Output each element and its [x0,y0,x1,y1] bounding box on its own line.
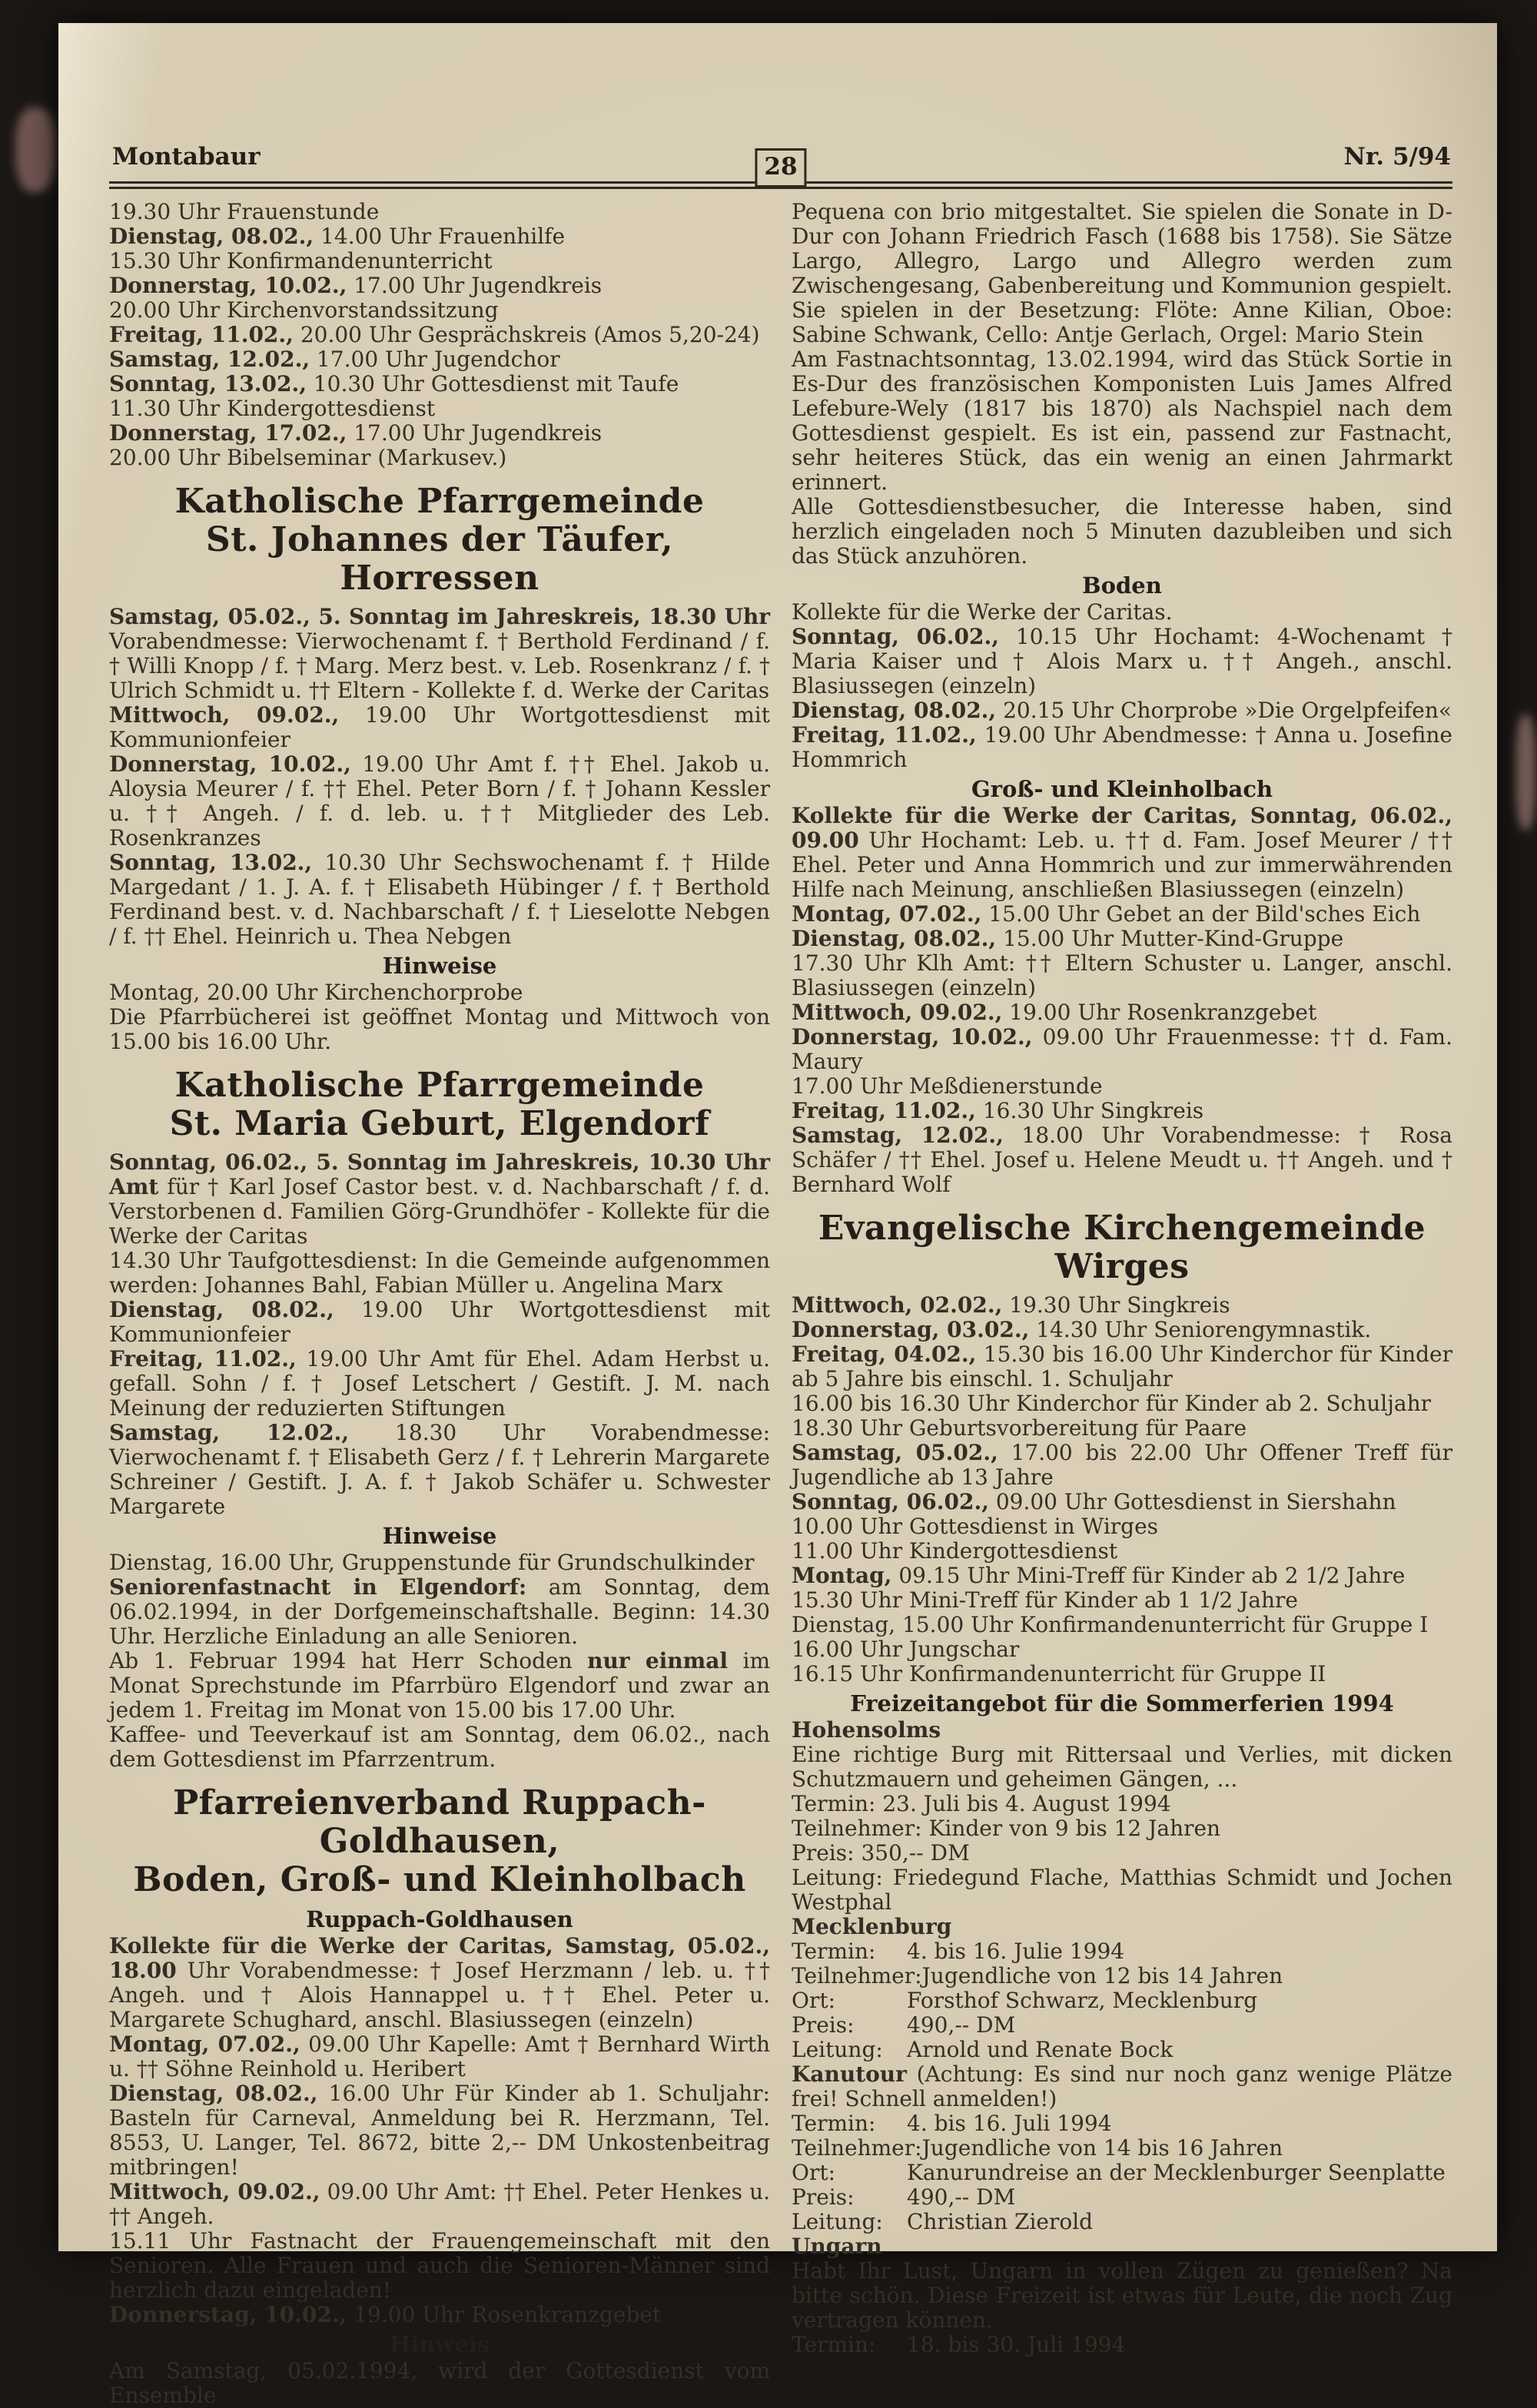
entry-lead: Dienstag, 08.02., [109,2081,318,2106]
entry-text: Dienstag, 16.00 Uhr, Gruppenstunde für Grundschulkinder [109,1550,755,1575]
info-label: Termin: [792,1939,876,1964]
schedule-entry [792,804,1452,902]
schedule-entry [792,1416,1452,1441]
entry-lead: Freitag, 11.02., [792,722,977,748]
entry-lead: Freitag, 11.02., [109,322,294,347]
entry-text: Ab 1. Februar 1994 hat Herr Schoden [109,1648,588,1673]
schedule-entry [109,1934,770,2032]
entry-text: 10.30 Uhr Sechswochenamt f. † Hilde Margedant / 1. J. A. f. † Elisabeth Hübinger / f. † Berthold Ferdinand best. v. d. Nachbarschaft / f. † Lieselotte Nebgen / f. †† Ehel. Heinrich u. Thea Nebgen [109,850,771,949]
entry-text: Kaffee- und Teeverkauf ist am Sonntag, dem 06.02., nach dem Gottesdienst im Pfarrzentrum. [109,1722,770,1772]
schedule-entry [109,851,770,949]
entry-lead: Donnerstag, 10.02., [109,273,347,298]
entry-lead: Dienstag, 08.02., [792,926,997,951]
entry-lead: Freitag, 11.02., [109,1346,297,1371]
schedule-entry [109,2032,770,2081]
entry-lead: Samstag, 12.02., [109,1420,350,1445]
entry-lead: Samstag, 12.02., [109,347,310,372]
subsection-heading: Ruppach-Goldhausen [306,1906,573,1932]
entry-lead: Sonntag, 13.02., [109,850,313,875]
entry-text: Am Samstag, 05.02.1994, wird der Gottesdienst vom Ensemble [109,2358,770,2408]
schedule-entry [792,1025,1452,1074]
entry-text: 18.30 Uhr Vorabendmesse: Vierwochenamt f. † Elisabeth Gerz / f. † Lehrerin Margarete Schreiner / Gestift. J. A. f. † Jakob Schäfer u. Schwester Margarete [109,1420,771,1519]
schedule-entry [792,1662,1452,1687]
schedule-entry [792,1866,1452,1915]
info-value: 490,-- DM [907,2012,1016,2038]
entry-text: Eine richtige Burg mit Rittersaal und Verlies, mit dicken Schutzmauern und geheimen Gängen, ... [792,1742,1452,1792]
schedule-entry [792,1123,1452,1197]
info-row [792,1988,1452,2013]
info-value: Jugendliche von 12 bis 14 Jahren [921,1963,1283,1988]
entry-text: für † Karl Josef Castor best. v. d. Nachbarschaft / f. d. Verstorbenen d. Familien Görg-Grundhöfer - Kollekte für die Werke der Caritas [109,1174,770,1249]
entry-text: 19.00 Uhr Amt f. †† Ehel. Jakob u. Aloysia Meurer / f. †† Ehel. Peter Born / f. † Johann Kessler u. †† Angeh. / f. d. leb. u. †† Mitglieder des Leb. Rosenkranzes [109,751,770,851]
entry-text: 16.15 Uhr Konfirmandenunterricht für Gruppe II [792,1661,1326,1687]
info-value: 490,-- DM [907,2184,1016,2210]
schedule-entry [109,1298,770,1347]
info-value: Kanurundreise an der Mecklenburger Seenplatte [907,2160,1446,2185]
section-heading-line: Katholische Pfarrgemeinde [174,1066,705,1105]
schedule-entry [109,372,770,396]
entry-text: 19.00 Uhr Wortgottesdienst mit Kommunionfeier [109,702,771,752]
scan-artifact [1515,715,1535,830]
schedule-entry [792,1564,1452,1588]
entry-lead: Sonntag, 06.02., [792,624,999,649]
info-label: Preis: [792,2012,855,2038]
schedule-entry [109,2081,770,2180]
schedule-entry [109,2359,770,2408]
entry-text: 15.00 Uhr Mutter-Kind-Gruppe [996,926,1344,951]
newsletter-paper [58,23,1497,2408]
schedule-entry [109,1723,770,1772]
section-heading-line: Pfarreienverband Ruppach-Goldhausen, [173,1783,706,1861]
entry-text: Kollekte für die Werke der Caritas. [792,599,1173,625]
left-column [109,200,770,2408]
entry-text: 18.30 Uhr Geburtsvorbereitung für Paare [792,1415,1247,1441]
schedule-entry [792,1000,1452,1025]
entry-lead: Mittwoch, 09.02., [792,1000,1003,1025]
entry-text: 15.00 Uhr Gebet an der Bild'sches Eich [981,901,1421,927]
section-heading-line: Evangelische Kirchengemeinde Wirges [818,1209,1426,1286]
entry-text: Habt Ihr Lust, Ungarn in vollen Zügen zu genießen? Na bitte schön. Diese Freizeit ist etwas für Leute, die noch Zug vertragen können. [792,2258,1452,2333]
entry-lead: Kollekte für die Werke der Caritas, Sonntag, 06.02., 09.00 [792,803,1452,853]
entry-text: Uhr Hochamt: Leb. u. †† d. Fam. Josef Meurer / †† Ehel. Peter und Anna Hommrich und zur immerwährenden Hilfe nach Meinung, anschließen Blasiussegen (einzeln) [792,828,1452,902]
schedule-entry [109,396,770,421]
entry-text: 16.00 Uhr Für Kinder ab 1. Schuljahr: Basteln für Carneval, Anmeldung bei R. Herzmann, Tel. 8553, U. Langer, Tel. 8672, bitte 2,-- DM Unkostenbeitrag mitbringen! [109,2081,770,2180]
entry-text: Montag, 20.00 Uhr Kirchenchorprobe [109,980,523,1005]
schedule-entry [792,347,1452,495]
info-row [792,2136,1452,2161]
entry-text: 20.00 Uhr Bibelseminar (Markusev.) [109,445,507,470]
entry-text: 19.30 Uhr Frauenstunde [109,199,380,224]
schedule-entry [109,323,770,347]
schedule-entry [792,698,1452,723]
schedule-entry [109,980,770,1005]
entry-lead: Montag, 07.02., [792,901,982,927]
entry-text: 10.30 Uhr Gottesdienst mit Taufe [306,371,679,396]
schedule-entry [792,1792,1452,1816]
info-label: Leitung: [792,2037,883,2062]
entry-text: 11.30 Uhr Kindergottesdienst [109,396,436,421]
entry-text: 20.00 Uhr Kirchenvorstandssitzung [109,297,499,323]
entry-text: 17.00 Uhr Meßdienerstunde [792,1073,1103,1099]
schedule-entry [792,625,1452,698]
right-column [792,200,1452,2357]
entry-text: Uhr Vorabendmesse: † Josef Herzmann / leb. u. †† Angeh. und † Alois Hannappel u. †† Ehel. Peter u. Margarete Schughard, anschl. Blasiussegen (einzeln) [109,1958,770,2032]
entry-text: 15.30 Uhr Konfirmandenunterricht [109,248,493,274]
info-row [792,2111,1452,2136]
entry-lead: Freitag, 11.02., [792,1098,976,1123]
entry-text: 16.00 bis 16.30 Uhr Kinderchor für Kinder ab 2. Schuljahr [792,1391,1432,1416]
subsection-heading: Hinweis [389,2331,490,2357]
schedule-entry [109,421,770,446]
schedule-entry [109,1249,770,1298]
schedule-entry [792,951,1452,1000]
entry-text: 14.00 Uhr Frauenhilfe [314,224,566,249]
entry-lead: Sonntag, 13.02., [109,371,307,396]
schedule-entry [109,1347,770,1421]
entry-lead: Samstag, 05.02., [792,1440,998,1465]
entry-lead: Donnerstag, 10.02., [792,1024,1033,1050]
entry-text: 19.30 Uhr Singkreis [1002,1292,1230,1318]
schedule-entry [109,249,770,274]
entry-text: 10.15 Uhr Hochamt: 4-Wochenamt † Maria Kaiser und † Alois Marx u. †† Angeh., anschl. Blasiussegen (einzeln) [792,624,1453,698]
section-heading [109,1066,770,1143]
schedule-entry [109,347,770,372]
schedule-entry [109,274,770,298]
schedule-entry [109,2229,770,2303]
entry-text: 15.30 bis 16.00 Uhr Kinderchor für Kinder ab 5 Jahre bis einschl. 1. Schuljahr [792,1342,1452,1391]
section-heading [109,1784,770,1899]
entry-lead: Donnerstag, 17.02., [109,420,347,446]
schedule-entry [792,1588,1452,1613]
schedule-entry [109,224,770,249]
entry-text: 19.00 Uhr Rosenkranzgebet [1002,1000,1317,1025]
subsection-heading: Hinweise [382,953,497,979]
schedule-entry [792,600,1452,625]
schedule-entry [792,2259,1452,2333]
entry-lead: Sonntag, 06.02., 5. Sonntag im Jahreskreis, 10.30 Uhr Amt [109,1149,770,1199]
section-heading-line: Boden, Groß- und Kleinholbach [133,1860,746,1899]
schedule-entry [792,1074,1452,1099]
schedule-entry [792,1490,1452,1514]
entry-text: 16.00 Uhr Jungschar [792,1637,1020,1662]
info-row [792,2210,1452,2234]
schedule-entry [109,1551,770,1575]
schedule-entry [792,927,1452,951]
info-label: Termin: [792,2332,876,2357]
section-heading-line: Katholische Pfarrgemeinde [174,482,705,521]
info-value: 18. bis 30. Juli 1994 [907,2332,1126,2357]
entry-lead: Samstag, 12.02., [792,1123,1004,1148]
subsection-heading: Hinweise [382,1523,497,1549]
schedule-entry [109,605,770,703]
entry-text: 11.00 Uhr Kindergottesdienst [792,1538,1118,1564]
entry-lead: Donnerstag, 03.02., [792,1317,1030,1342]
entry-text: 10.00 Uhr Gottesdienst in Wirges [792,1514,1159,1539]
entry-text: Teilnehmer: Kinder von 9 bis 12 Jahren [792,1816,1221,1841]
info-row [792,2161,1452,2185]
info-value: Jugendliche von 14 bis 16 Jahren [921,2135,1283,2161]
schedule-entry [109,2180,770,2229]
schedule-entry [792,1743,1452,1792]
info-value: 4. bis 16. Julie 1994 [907,1939,1125,1964]
entry-lead: Freitag, 04.02., [792,1342,977,1367]
entry-text: 14.30 Uhr Taufgottesdienst: In die Gemeinde aufgenommen werden: Johannes Bahl, Fabian Müller u. Angelina Marx [109,1248,770,1298]
masthead-issue: Nr. 5/94 [1343,143,1451,171]
info-label: Ort: [792,1988,836,2013]
entry-text: Vorabendmesse: Vierwochenamt f. † Berthold Ferdinand / f. † Willi Knopp / f. † Marg. Merz best. v. Leb. Rosenkranz / f. † Ulrich Schmidt u. †† Eltern - Kollekte f. d. Werke der Caritas [109,629,770,703]
schedule-entry [792,1816,1452,1841]
info-label: Leitung: [792,2209,883,2234]
info-row [792,1939,1452,1964]
entry-lead: Sonntag, 06.02., [792,1489,989,1514]
entry-text: am Sonntag, dem 06.02.1994, in der Dorfgemeinschaftshalle. Beginn: 14.30 Uhr. Herzliche Einladung an alle Senioren. [109,1574,770,1649]
entry-lead: Montag, [792,1563,892,1588]
info-label: Teilnehmer: [792,1963,922,1988]
section-heading [109,483,770,598]
subsection-heading: Boden [1082,572,1162,599]
entry-text: 20.00 Uhr Gesprächskreis (Amos 5,20-24) [293,322,760,347]
schedule-entry [792,1342,1452,1391]
entry-lead: Mittwoch, 02.02., [792,1292,1003,1318]
page-number-box: 28 [755,148,806,187]
info-value: Christian Zierold [907,2209,1094,2234]
info-value: Arnold und Renate Bock [907,2037,1173,2062]
entry-text: 18.00 Uhr Vorabendmesse: † Rosa Schäfer / †† Ehel. Josef u. Helene Meudt u. †† Angeh. und † Bernhard Wolf [792,1123,1453,1197]
entry-lead: Dienstag, 08.02., [109,224,314,249]
scan-artifact [15,108,55,192]
page-body [109,200,1452,2408]
entry-text: 15.11 Uhr Fastnacht der Frauengemeinschaft mit den Senioren. Alle Frauen und auch die Senioren-Männer sind herzlich dazu eingeladen! [109,2228,770,2303]
entry-lead: Mecklenburg [792,1914,952,1939]
subsection-heading: Freizeitangebot für die Sommerferien 1994 [850,1690,1394,1716]
entry-text: 19.00 Uhr Rosenkranzgebet [347,2302,662,2327]
entry-text: 20.15 Uhr Chorprobe »Die Orgelpfeifen« [996,698,1452,723]
info-row [792,2038,1452,2062]
entry-text: Am Fastnachtsonntag, 13.02.1994, wird das Stück Sortie in Es-Dur des französischen Komponisten Luis James Alfred Lefebure-Wely (1817 bis 1870) als Nachspiel nach dem Gottesdienst gespielt. Es ist ein, passend zur Fastnacht, sehr heiteres Stück, das ein wenig an einen Jahrmarkt erinnert. [792,347,1452,495]
schedule-entry [109,446,770,470]
entry-text: 16.30 Uhr Singkreis [975,1098,1204,1123]
entry-lead: Ungarn [792,2234,882,2259]
entry-text: Pequena con brio mitgestaltet. Sie spielen die Sonate in D-Dur con Johann Friedrich Fasch (1688 bis 1758). Sie Sätze Largo, Allegro, Largo und Allegro werden zum Zwischengesang, Gabenbereitung und Kommunion gespielt. Sie spielen in der Besetzung: Flöte: Anne Kilian, Oboe: Sabine Schwank, Cello: Antje Gerlach, Orgel: Mario Stein [792,199,1452,347]
entry-lead: Mittwoch, 09.02., [109,2179,320,2204]
entry-text: 17.30 Uhr Klh Amt: †† Eltern Schuster u. Langer, anschl. Blasiussegen (einzeln) [792,950,1452,1000]
entry-text: im Monat Sprechstunde im Pfarrbüro Elgendorf und zwar an jedem 1. Freitag im Monat von 15.00 bis 17.00 Uhr. [109,1648,771,1723]
section-heading [792,1209,1452,1286]
schedule-entry [792,200,1452,347]
entry-text: 09.00 Uhr Kapelle: Amt † Bernhard Wirth u. †† Söhne Reinhold u. Heribert [109,2032,771,2081]
info-label: Preis: [792,2184,855,2210]
schedule-entry [792,1293,1452,1318]
entry-lead: nur einmal [587,1648,729,1673]
entry-text: 19.00 Uhr Amt für Ehel. Adam Herbst u. gefall. Sohn / f. † Josef Letschert / Gestift. J. M. nach Meinung der reduzierten Stiftungen [109,1346,770,1421]
schedule-entry [792,2062,1452,2111]
schedule-entry [792,1441,1452,1490]
section-heading-line: St. Johannes der Täufer, Horressen [205,520,674,598]
entry-lead: Montag, 07.02., [109,2032,300,2057]
entry-lead: Hohensolms [792,1717,941,1743]
schedule-entry [109,298,770,323]
schedule-entry [792,1841,1452,1866]
entry-text: 17.00 Uhr Jugendchor [310,347,560,372]
entry-text: 09.00 Uhr Amt: †† Ehel. Peter Henkes u. †† Angeh. [109,2179,771,2229]
schedule-entry [792,1718,1452,1743]
entry-lead: Seniorenfastnacht in Elgendorf: [109,1574,527,1600]
masthead-place: Montabaur [112,143,261,171]
entry-text: 09.00 Uhr Gottesdienst in Siershahn [988,1489,1396,1514]
info-row [792,2333,1452,2357]
subsection-heading: Groß- und Kleinholbach [971,776,1273,802]
schedule-entry [792,1539,1452,1564]
schedule-entry [109,1575,770,1649]
entry-lead: Donnerstag, 10.02., [109,2302,347,2327]
entry-text: 17.00 bis 22.00 Uhr Offener Treff für Jugendliche ab 13 Jahre [792,1440,1453,1490]
entry-text: 17.00 Uhr Jugendkreis [347,273,603,298]
schedule-entry [109,2303,770,2327]
entry-lead: Kanutour [792,2061,907,2087]
info-label: Ort: [792,2160,836,2185]
schedule-entry [792,902,1452,927]
entry-text: 09.15 Uhr Mini-Treff für Kinder ab 2 1/2 Jahre [891,1563,1406,1588]
entry-text: 17.00 Uhr Jugendkreis [347,420,603,446]
schedule-entry [792,1915,1452,1939]
schedule-entry [792,1514,1452,1539]
info-label: Teilnehmer: [792,2135,922,2161]
schedule-entry [109,1649,770,1723]
entry-text: Leitung: Friedegund Flache, Matthias Schmidt und Jochen Westphal [792,1865,1452,1915]
entry-text: Dienstag, 15.00 Uhr Konfirmandenunterricht für Gruppe I [792,1612,1429,1637]
info-value: Forsthof Schwarz, Mecklenburg [907,1988,1258,2013]
entry-text: Termin: 23. Juli bis 4. August 1994 [792,1791,1171,1816]
entry-text: 15.30 Uhr Mini-Treff für Kinder ab 1 1/2 Jahre [792,1587,1298,1613]
schedule-entry [109,1150,770,1249]
schedule-entry [109,200,770,224]
entry-lead: Dienstag, 08.02., [792,698,997,723]
section-heading-line: St. Maria Geburt, Elgendorf [169,1104,710,1143]
schedule-entry [792,1391,1452,1416]
info-row [792,2013,1452,2038]
schedule-entry [792,723,1452,772]
entry-text: Alle Gottesdienstbesucher, die Interesse haben, sind herzlich eingeladen noch 5 Minuten dazubleiben und sich das Stück anzuhören. [792,494,1452,569]
info-label: Termin: [792,2111,876,2136]
schedule-entry [792,1099,1452,1123]
entry-text: 09.00 Uhr Frauenmesse: †† d. Fam. Maury [792,1024,1453,1074]
entry-text: Preis: 350,-- DM [792,1840,970,1866]
entry-lead: Donnerstag, 10.02., [109,751,351,777]
schedule-entry [109,752,770,851]
schedule-entry [109,1005,770,1054]
info-row [792,2185,1452,2210]
info-value: 4. bis 16. Juli 1994 [907,2111,1112,2136]
schedule-entry [109,703,770,752]
entry-lead: Mittwoch, 09.02., [109,702,340,728]
schedule-entry [792,1637,1452,1662]
entry-text: 19.00 Uhr Wortgottesdienst mit Kommunionfeier [109,1297,770,1347]
entry-lead: Kollekte für die Werke der Caritas, Samstag, 05.02., 18.00 [109,1933,770,1983]
entry-lead: Dienstag, 08.02., [109,1297,334,1322]
entry-text: 19.00 Uhr Abendmesse: † Anna u. Josefine Hommrich [792,722,1452,772]
schedule-entry [792,495,1452,569]
schedule-entry [792,1318,1452,1342]
schedule-entry [792,1613,1452,1637]
schedule-entry [109,1421,770,1519]
info-row [792,1964,1452,1988]
schedule-entry [792,2234,1452,2259]
entry-text: (Achtung: Es sind nur noch ganz wenige Plätze frei! Schnell anmelden!) [792,2061,1452,2111]
entry-text: 14.30 Uhr Seniorengymnastik. [1029,1317,1372,1342]
entry-text: Die Pfarrbücherei ist geöffnet Montag und Mittwoch von 15.00 bis 16.00 Uhr. [109,1004,770,1054]
entry-lead: Samstag, 05.02., 5. Sonntag im Jahreskreis, 18.30 Uhr [109,604,770,629]
